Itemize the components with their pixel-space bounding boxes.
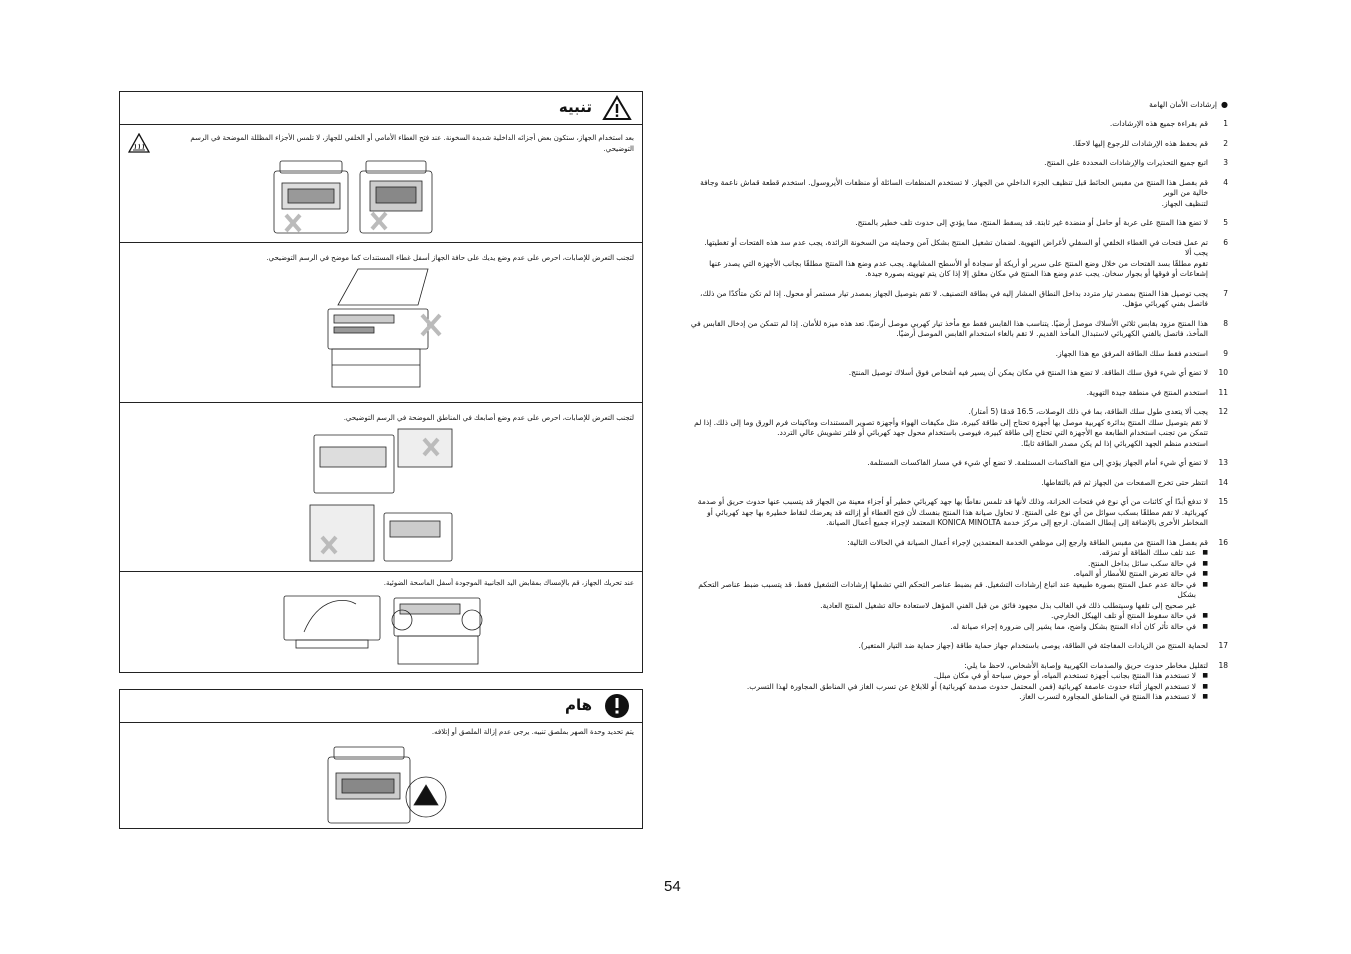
bullet-text: ■ في حالة تعرض المنتج للأمطار أو المياه. <box>1073 569 1196 578</box>
item-text: قم بقراءة جميع هذه الإرشادات. <box>1109 119 1208 128</box>
item-number: 8 <box>1223 318 1228 328</box>
item-text: اتبع جميع التحذيرات والإرشادات المحددة على المنتج. <box>1044 158 1208 167</box>
instruction-item <box>690 349 1228 360</box>
finger-hazard-illustration <box>306 425 456 567</box>
bullet-text: ■ لا تستخدم هذا المنتج بجانب أجهزة تستخدم المياه، أو حوض سباحة أو في مكان مبلل. <box>933 671 1196 680</box>
item-text: إشعاعات أو فوقها أو بجوار سخان. يجب عدم وضع هذا المنتج في مكان مغلق إلا إذا كان يتم تهويته بصورة جيدة. <box>865 269 1208 278</box>
bullet-item <box>690 622 1208 633</box>
item-text: قم بفصل هذا المنتج من مقبس الطاقة وارجع إلى موظفي الخدمة المعتمدين لإجراء أعمال الصيانة في الحالات التالية: <box>847 537 1208 547</box>
item-number: 1 <box>1223 119 1228 128</box>
left-column <box>119 91 643 829</box>
bullet-item <box>690 580 1208 612</box>
caution-section-moving <box>120 572 642 673</box>
item-number: 17 <box>1218 641 1228 650</box>
item-text: لا تضع أي شيء أمام الجهاز يؤدي إلى منع الفاكسات المستلمة. لا تضع أي شيء في مسار الفاكسات المستلمة. <box>867 458 1208 467</box>
item-text: لا تضع هذا المنتج على عربة أو حامل أو منضدة غير ثابتة. قد يسقط المنتج، مما يؤدي إلى حدوث تلف خطير بالمنتج. <box>855 218 1208 227</box>
bullet-item <box>690 671 1208 682</box>
item-text: قم بحفظ هذه الإرشادات للرجوع إليها لاحقًا. <box>1072 138 1208 148</box>
item-number: 7 <box>1223 288 1228 298</box>
bullet-item <box>690 548 1208 559</box>
caution-section-fingers <box>120 403 642 572</box>
warning-triangle-icon <box>602 95 632 121</box>
exclamation-circle-icon <box>602 693 632 719</box>
item-text: لتنظيف الجهاز. <box>1161 198 1208 208</box>
instruction-item <box>690 319 1228 340</box>
bullet-text: غير صحيح إلى تلفها وسيتطلب ذلك في الغالب بذل مجهود فائق من قبل الفني المؤهل لاستعادة حالة تشغيل المنتج العادية. <box>820 600 1196 610</box>
item-number: 4 <box>1223 177 1228 187</box>
instruction-item <box>690 388 1228 399</box>
item-text: استخدم فقط سلك الطاقة المرفق مع هذا الجهاز. <box>1055 348 1208 358</box>
instruction-item <box>690 478 1228 489</box>
bullet-text: ■ عند تلف سلك الطاقة أو تمزقه. <box>1099 548 1196 557</box>
instruction-item <box>690 368 1228 379</box>
item-text: تقوم مطلقًا بسد الفتحات من خلال وضع المنتج على سرير أو أريكة أو سجادة أو الأسطح المشابهة. يجب عدم وضع هذا المنتج مطلقًا بجانب الأجهزة التي يصدر عنها <box>709 258 1208 268</box>
important-text: يتم تحديد وحدة الصهر بملصق تنبيه. يرجى عدم إزالة الملصق أو إتلافه. <box>431 728 634 736</box>
carry-handles-illustration <box>282 592 486 668</box>
fuser-label-illustration <box>316 743 456 827</box>
item-text: تتمكن من تجنب استخدام الطابعة مع الأجهزة التي تحتاج إلى طاقة كبيرة، فيوصى باستخدام محول جهد كهربائي أو فلتر تشويش عالي التردد. <box>777 428 1208 437</box>
item-text: لا تقم بتوصيل سلك المنتج بدائرة كهربية موصل بها أجهزة تحتاج إلى طاقة كبيرة، مثل مكيفات الهواء وأجهزة تصوير المستندات وماكينات فرم الورق وما إلى ذلك. إذا لم <box>694 417 1208 427</box>
caution-text-3: لتجنب التعرض للإصابات، احرص على عدم وضع أصابعك في المناطق الموضحة في الرسم التوضيحي. <box>343 414 634 422</box>
item-text: قم بفصل هذا المنتج من مقبس الحائط قبل تنظيف الجزء الداخلي من الجهاز. لا تستخدم المنظفات السائلة أو منظفات الأيروسول. استخدم قطعة قماش ناعمة وجافة خالية من الوبر <box>700 177 1208 197</box>
item-number: 15 <box>1218 497 1228 506</box>
instruction-item <box>690 158 1228 169</box>
item-number: 10 <box>1218 368 1228 377</box>
bullet-item <box>690 559 1208 570</box>
item-text: لا تدفع أبدًا أي كائنات من أي نوع في فتحات الخزانة، وذلك لأنها قد تلمس نقاطًا بها جهد كهربائي خطير أو أجزاء معينة من الجهاز قد يتسبب عنها حدوث حريق أو صدمة <box>697 497 1208 506</box>
caution-text-2: لتجنب التعرض للإصابات، احرص على عدم وضع يديك على حافة الجهاز أسفل غطاء المستندات كما موضح في الرسم التوضيحي. <box>266 254 634 262</box>
bullet-text: ■ في حالة سقوط المنتج أو تلف الهيكل الخارجي. <box>1050 611 1196 620</box>
caution-section-hot-parts <box>120 125 642 243</box>
item-number: 18 <box>1218 660 1228 670</box>
bullet-text: ■ في حالة تأثر كان أداء المنتج بشكل واضح، مما يشير إلى ضرورة إجراء صيانة له. <box>950 621 1196 631</box>
item-number: 14 <box>1218 477 1228 487</box>
instruction-item <box>690 139 1228 150</box>
caution-box <box>119 91 643 673</box>
item-text: فاتصل بفني كهربائي مؤهل. <box>1122 299 1208 308</box>
important-box <box>119 689 643 829</box>
instruction-item <box>690 407 1228 449</box>
instruction-item <box>690 289 1228 310</box>
instructions-heading: ●إرشادات الأمان الهامة <box>1149 100 1228 109</box>
item-text: استخدم منظم الجهد الكهربائي إذا لم يكن مصدر الطاقة ثابتًا. <box>1021 438 1208 448</box>
instruction-item <box>690 538 1228 633</box>
instruction-item <box>690 119 1228 130</box>
important-header <box>120 690 642 723</box>
item-text: استخدم المنتج في منطقة جيدة التهوية. <box>1086 387 1208 397</box>
item-text: المأخذ، فاتصل بالفني الكهربائي لاستبدال المأخذ القديم. لا تقم بالغاء استخدام القابس الموصل أرضيًا. <box>896 329 1208 338</box>
caution-section-document-cover <box>120 243 642 403</box>
bullet-text: ■ في حالة عدم عمل المنتج بصورة طبيعية عند اتباع إرشادات التشغيل. قم بضبط عناصر التحكم التي تشملها إرشادات التشغيل فقط. قد يتسبب ضبط عناصر التحكم بشكل <box>698 579 1196 599</box>
important-title: هام <box>564 696 592 714</box>
item-text: يجب توصيل هذا المنتج بمصدر تيار متردد بداخل النطاق المشار إليه في بطاقة التصنيف. لا تقم بتوصيل الجهاز بمصدر تيار مستمر أو محول. إذا لم تكن متأكدًا من ذلك، <box>700 288 1208 298</box>
caution-header <box>120 92 642 125</box>
safety-instructions <box>690 100 1228 712</box>
item-number: 3 <box>1223 158 1228 167</box>
item-text: المخاطر الأخرى بالإضافة إلى إبطال الضمان. ارجع إلى مركز خدمة KONICA MINOLTA المعتمد لإجراء جميع أعمال الصيانة. <box>826 518 1208 527</box>
item-number: 6 <box>1223 237 1228 247</box>
instruction-item <box>690 661 1228 703</box>
item-number: 11 <box>1218 387 1228 397</box>
hot-surface-warning-icon <box>128 133 150 153</box>
item-text: يجب ألا يتعدى طول سلك الطاقة، بما في ذلك الوصلات، 16.5 قدمًا (5 أمتار). <box>968 407 1208 416</box>
instruction-item <box>690 178 1228 210</box>
item-text: تم عمل فتحات في الغطاء الخلفي أو السفلي لأغراض التهوية. لضمان تشغيل المنتج بشكل آمن وحمايته من السخونة الزائدة، يجب عدم سد هذه الفتحات أو تغطيتها. يجب ألا <box>704 237 1208 257</box>
item-number: 5 <box>1223 218 1228 227</box>
hot-parts-illustration <box>268 155 438 239</box>
item-text: هذا المنتج مزود بقابس ثلاثي الأسلاك موصل أرضيًا. يتناسب هذا القابس فقط مع مأخذ تيار كهربي موصل أرضيًا. تعد هذه ميزة للأمان. إذا لم تتمكن من إدخال القابس في <box>690 318 1208 328</box>
bullet-item <box>690 569 1208 580</box>
item-text: كهربائية. لا تقم مطلقًا بسكب سوائل من أي نوع على المنتج. لا تحاول صيانة هذا المنتج بنفسك لأن فتح الغطاء أو إزالته قد يعرضك لنقاط خطيرة بها جهد كهربائي أو <box>707 507 1208 517</box>
bullet-item <box>690 692 1208 703</box>
instruction-item <box>690 458 1228 469</box>
bullet-text: ■ لا تستخدم الجهاز أثناء حدوث عاصفة كهربائية (فمن المحتمل حدوث صدمة كهربائية) أو للابلاغ عن تسرب الغاز في المناطق المجاورة لهذا التسرب. <box>746 681 1196 691</box>
item-number: 2 <box>1223 138 1228 148</box>
item-text: لتقليل مخاطر حدوث حريق والصدمات الكهربية وإصابة الأشخاص، لاحظ ما يلي: <box>964 660 1208 670</box>
caution-text-4: عند تحريك الجهاز، قم بالإمساك بمقابض اليد الجانبية الموجودة أسفل الماسحة الضوئية. <box>383 579 634 587</box>
item-text: لا تضع أي شيء فوق سلك الطاقة. لا تضع هذا المنتج في مكان يمكن أن يسير فيه أشخاص فوق أسلاك توصيل المنتج. <box>848 368 1208 377</box>
instructions-list <box>690 119 1228 703</box>
caution-text-1: بعد استخدام الجهاز، ستكون بعض أجزائه الداخلية شديدة السخونة. عند فتح الغطاء الأمامي أو الخلفي للجهاز، لا تلمس الأجزاء المظللة الموضحة في الرسم التوضيحي. <box>190 134 634 153</box>
bullet-text: ■ لا تستخدم هذا المنتج في المناطق المجاورة لتسرب الغاز. <box>1019 692 1196 701</box>
instruction-item <box>690 238 1228 280</box>
bullet-item <box>690 611 1208 622</box>
item-text: انتظر حتى تخرج الصفحات من الجهاز ثم قم بالتقاطها. <box>1041 477 1208 487</box>
bullet-item <box>690 682 1208 693</box>
item-number: 16 <box>1218 537 1228 547</box>
important-section <box>120 723 642 829</box>
instruction-item <box>690 641 1228 652</box>
document-cover-illustration <box>318 265 448 393</box>
instruction-item <box>690 218 1228 229</box>
item-number: 12 <box>1218 407 1228 416</box>
instruction-item <box>690 497 1228 529</box>
caution-title: تنبيه <box>558 98 592 116</box>
item-number: 13 <box>1218 458 1228 467</box>
bullet-text: ■ في حالة سكب سائل بداخل المنتج. <box>1088 558 1196 568</box>
item-number: 9 <box>1223 348 1228 358</box>
item-text: لحماية المنتج من الزيادات المفاجئة في الطاقة، يوصى باستخدام جهاز حماية طاقة (جهاز حماية ضد التيار المتغير). <box>858 641 1208 650</box>
page-number: 54 <box>664 878 681 895</box>
